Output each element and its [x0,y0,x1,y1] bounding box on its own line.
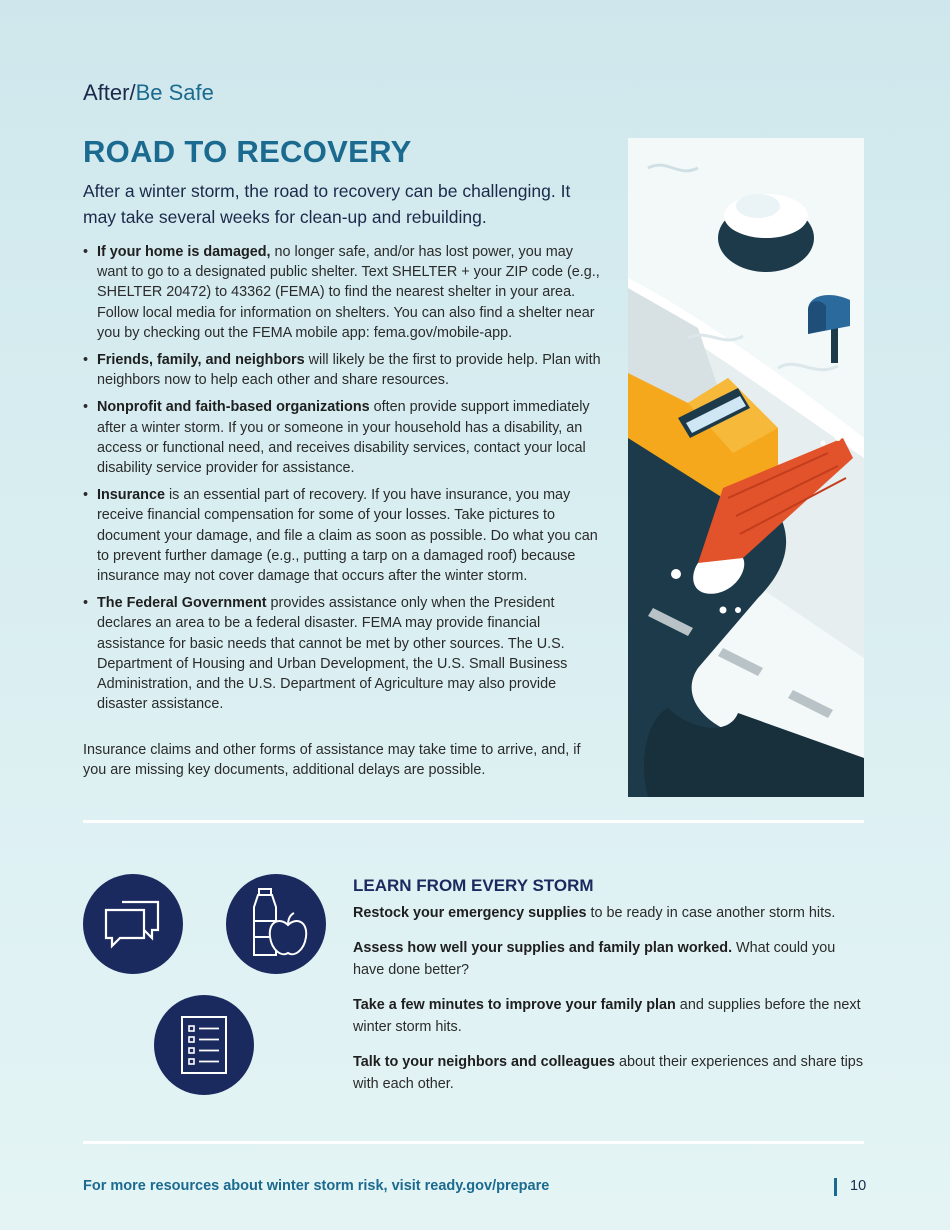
footer-resources-link[interactable]: For more resources about winter storm risk, visit ready.gov/prepare [83,1178,550,1194]
list-item-text: and supplies before the next winter storm hits. [353,997,861,1035]
truck-wheel [638,463,678,503]
list-item [83,485,603,586]
list-item-lead: Talk to your neighbors and colleagues [353,1054,616,1070]
list-item-text: will likely be the first to provide help. Plan with neighbors now to help each other and share resources. [97,352,601,389]
list-item [83,350,603,390]
list-item-text: no longer safe, and/or has lost power, you may want to go to a designated public shelter. Text SHELTER + your ZIP code (e.g., SHELTER 20472) to 43362 (FEMA) to find the nearest shelter in your area. Follow local media for information on shelters. You can also find a shelter near you by checking out the FEMA mobile app: fema.gov/mobile-app. [97,244,600,341]
list-item [83,242,603,343]
list-item-lead: Assess how well your supplies and family plan worked. [353,940,733,956]
recovery-list [83,242,603,721]
list-item-lead: Take a few minutes to improve your family plan [353,997,676,1013]
list-item [83,397,603,478]
list-item-lead: Nonprofit and faith-based organizations [97,399,370,416]
closing-paragraph: Insurance claims and other forms of assistance may take time to arrive, and, if you are missing key documents, additional delays are possible. [83,742,581,779]
list-item [353,937,868,981]
page-title: ROAD TO RECOVERY [83,134,412,169]
page-number: 10 [850,1178,867,1194]
list-item-text: What could you have done better? [353,940,836,978]
snowplow-illustration-svg [628,138,864,797]
list-item [353,994,868,1038]
snowplow-illustration [628,138,864,797]
list-item-text: about their experiences and share tips with each other. [353,1054,864,1092]
chat-bubbles-icon [83,874,183,974]
list-item-lead: Restock your emergency supplies [353,905,587,921]
list-item [353,1051,868,1095]
water-bottle-apple-icon [226,874,326,974]
list-item-text: often provide support immediately after a winter storm. If you or someone in your household has a disability, an access or functional need, and receives disability services, contact your local disability service provider for assistance. [97,399,590,477]
list-item-text: to be ready in case another storm hits. [586,905,836,921]
subsection-label: Be Safe [135,80,214,105]
list-item [83,593,603,714]
list-item-text: provides assistance only when the President declares an area to be a federal disaster. FEMA may provide financial assistance for basic needs that cannot be met by other sources. The U.S. Department of Housing and Urban Development, the U.S. Small Business Administration, and the U.S. Department of Agriculture may also provide disaster assistance. [97,595,568,713]
list-item-lead: The Federal Government [97,595,267,612]
checklist-icon [154,995,254,1095]
page-subtitle: After a winter storm, the road to recovery can be challenging. It may take several weeks for clean-up and rebuilding. [83,181,571,227]
list-item-lead: Friends, family, and neighbors [97,352,305,369]
section-header [83,80,214,106]
divider [83,820,864,823]
learn-section-title: LEARN FROM EVERY STORM [353,876,594,895]
learn-list [353,902,868,1108]
divider [83,1141,864,1144]
section-label: After/ [83,80,136,105]
footer-separator [834,1178,837,1196]
list-item [353,902,868,924]
list-item-lead: If your home is damaged, [97,244,271,260]
list-item-lead: Insurance [97,487,165,504]
list-item-text: is an essential part of recovery. If you have insurance, you may receive financial compensation for some of your losses. Take pictures to document your damage, and file a claim as soon as possible. Do what you can to prevent further damage (e.g., putting a tarp on a damaged roof) because insurance may not cover damage that occurs after the winter storm. [97,487,598,585]
